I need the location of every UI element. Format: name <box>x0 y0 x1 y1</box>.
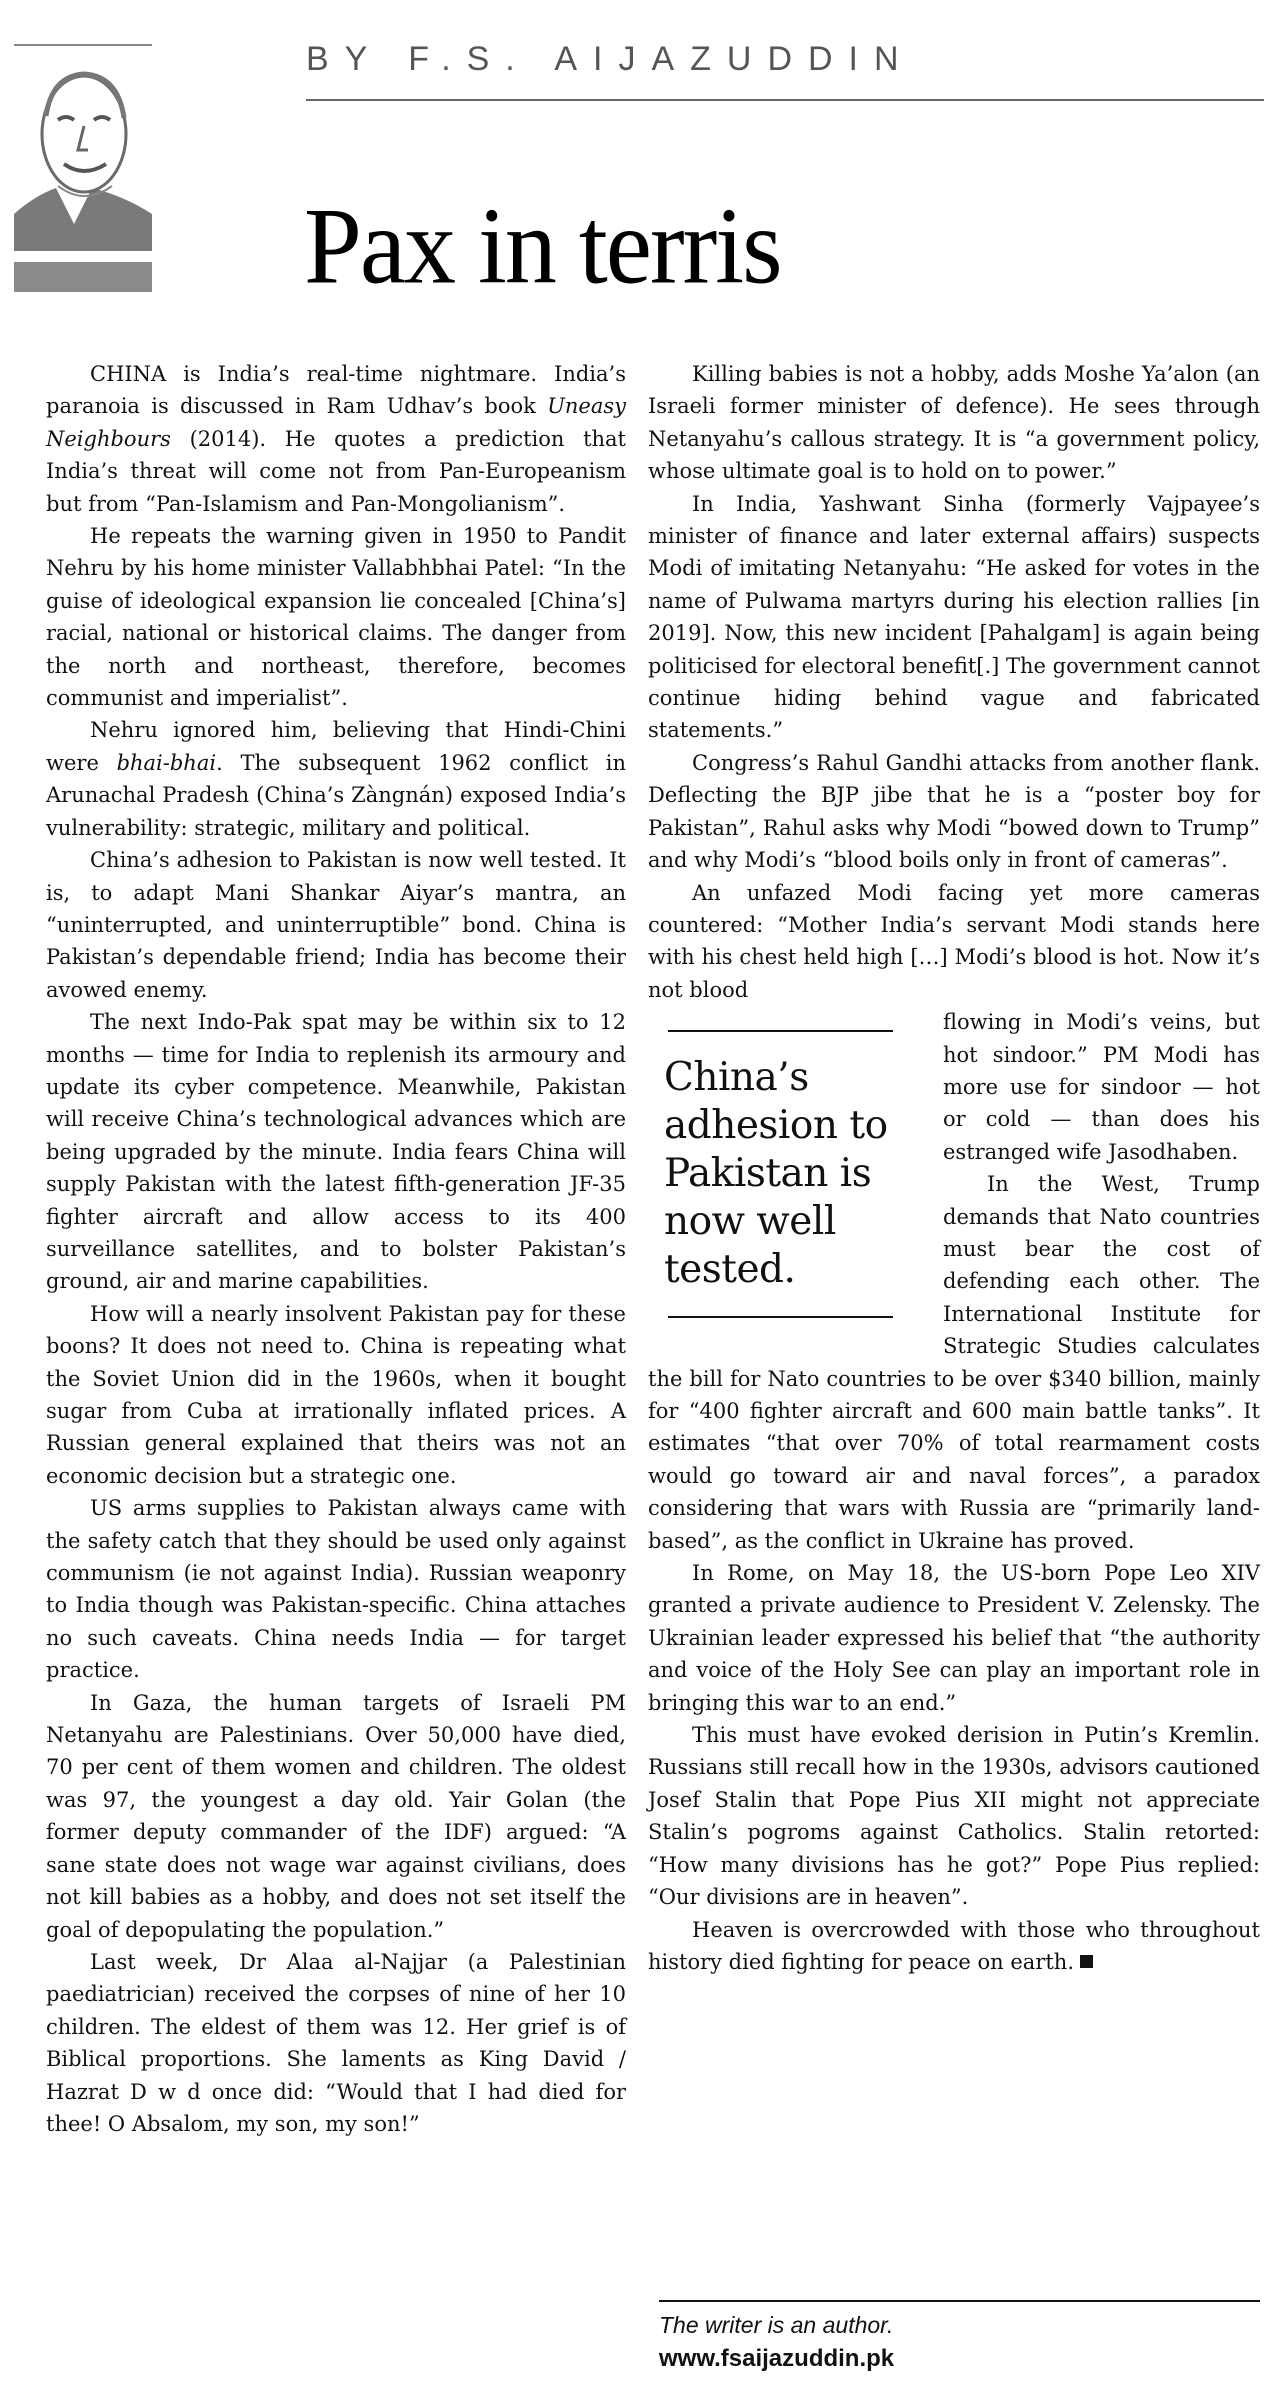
left-column <box>46 358 626 2140</box>
author-portrait-icon <box>14 46 152 251</box>
photo-caption-bar <box>14 262 152 292</box>
italic-text: Uneasy Neighbours <box>46 394 626 451</box>
paragraph-text: An unfazed Modi facing yet more cameras countered: “Mother India’s servant Modi stands here with his chest held high […] Modi’s blood is hot. Now it’s not blood <box>648 880 1260 1002</box>
paragraph-text: Nehru ignored him, believing that Hindi-Chini were <box>46 718 626 775</box>
byline-rule <box>306 99 1264 101</box>
pull-quote-bottom-rule <box>668 1316 893 1318</box>
footer-rule <box>659 2300 1260 2302</box>
paragraph <box>46 520 626 714</box>
paragraph-text: Last week, Dr Alaa al-Najjar (a Palestinian paediatrician) received the corpses of nine of her 10 children. The eldest of them was 12. Her grief is of Biblical proportions. She laments as King David / Hazrat D w d once did: “Would that I had died for thee! O Absalom, my son, my son!” <box>46 1949 626 2136</box>
author-website-link[interactable]: www.fsaijazuddin.pk <box>659 2345 895 2372</box>
paragraph-text: He repeats the warning given in 1950 to Pandit Nehru by his home minister Vallabhbhai Patel: “In the guise of ideological expansion lie concealed [China’s] racial, national or historical claims. The danger from the north and northeast, therefore, becomes communist and imperialist”. <box>46 524 626 711</box>
paragraph-text: (2014). He quotes a prediction that India’s threat will come not from Pan-Europeanism but from “Pan-Islamism and Pan-Mongolianism”. <box>46 426 626 516</box>
paragraph <box>46 1687 626 1946</box>
paragraph-text: . The subsequent 1962 conflict in Arunachal Pradesh (China’s Zàngnán) exposed India’s vulnerability: strategic, military and political. <box>46 750 627 840</box>
paragraph-text: CHINA is India’s real-time nightmare. India’s paranoia is discussed in Ram Udhav’s book <box>46 362 626 419</box>
paragraph <box>648 1557 1260 1719</box>
paragraph-text: Heaven is overcrowded with those who throughout history died fighting for peace on earth. <box>648 1917 1260 1974</box>
paragraph-text: China’s adhesion to Pakistan is now well tested. It is, to adapt Mani Shankar Aiyar’s mantra, an “uninterrupted, and uninterruptible” bond. China is Pakistan’s dependable friend; India has become their avowed enemy. <box>46 848 626 1002</box>
paragraph-text: In the West, Trump demands that Nato countries must bear the cost of defending each other. The International Institute for Strategic Studies calculates the bill for Nato countries to be over $340 billion, mainly for “400 fighter aircraft and 600 main battle tanks”. It estimates “that over 70% of total rearmament costs would go toward air and naval forces”, a paradox considering that wars with Russia are “primarily land-based”, as the conflict in Ukraine has proved. <box>648 1172 1260 1553</box>
paragraph-text: This must have evoked derision in Putin’s Kremlin. Russians still recall how in the 1930s, advisors cautioned Josef Stalin that Pope Pius XII might not appreciate Stalin’s pogroms against Catholics. Stalin retorted: “How many divisions has he got?” Pope Pius replied: “Our divisions are in heaven”. <box>648 1723 1260 1910</box>
paragraph <box>46 1946 626 2140</box>
paragraph <box>46 714 626 844</box>
paragraph <box>46 1298 626 1492</box>
paragraph <box>46 1006 626 1298</box>
paragraph-text: US arms supplies to Pakistan always came with the safety catch that they should be used only against communism (ie not against India). Russian weaponry to India though was Pakistan-specific. China attaches no such caveats. China needs India — for target practice. <box>46 1496 626 1683</box>
paragraph <box>46 358 626 520</box>
byline: BY F.S. AIJAZUDDIN <box>306 40 915 78</box>
paragraph <box>648 747 1260 877</box>
paragraph-text: Congress’s Rahul Gandhi attacks from another flank. Deflecting the BJP jibe that he is a “poster boy for Pakistan”, Rahul asks why Modi “bowed down to Trump” and why Modi’s “blood boils only in front of cameras”. <box>648 750 1260 873</box>
paragraph <box>648 1719 1260 1913</box>
paragraph-text: In Gaza, the human targets of Israeli PM Netanyahu are Palestinians. Over 50,000 have died, 70 per cent of them women and children. The oldest was 97, the youngest a day old. Yair Golan (the former deputy commander of the IDF) argued: “A sane state does not wage war against civilians, does not kill babies as a hobby, and does not set itself the goal of depopulating the population.” <box>46 1690 626 1942</box>
paragraph <box>46 844 626 1006</box>
author-photo <box>14 44 152 251</box>
paragraph-text: flowing in Modi’s veins, but hot sindoor.” PM Modi has more use for sindoor — hot or cold — than does his estranged wife Jasodhaben. <box>943 1010 1260 1164</box>
right-column <box>648 358 1260 1978</box>
paragraph <box>46 1492 626 1686</box>
author-note: The writer is an author. <box>659 2312 894 2338</box>
paragraph <box>648 358 1260 488</box>
italic-text: bhai-bhai <box>116 750 217 775</box>
headline: Pax in terris <box>304 185 781 307</box>
paragraph <box>648 488 1260 747</box>
pull-quote-text: China’s adhesion to Pakistan is now well tested. <box>664 1055 888 1293</box>
paragraph-text: How will a nearly insolvent Pakistan pay for these boons? It does not need to. China is repeating what the Soviet Union did in the 1960s, when it bought sugar from Cuba at irrationally inflated prices. A Russian general explained that theirs was not an economic decision but a strategic one. <box>46 1301 626 1488</box>
paragraph-text: In Rome, on May 18, the US-born Pope Leo XIV granted a private audience to President V. Zelensky. The Ukrainian leader expressed his belief that “the authority and voice of the Holy See can play an important role in bringing this war to an end.” <box>648 1561 1260 1715</box>
end-mark-icon <box>1080 1955 1093 1968</box>
paragraph <box>648 877 1260 1007</box>
paragraph-text: Killing babies is not a hobby, adds Moshe Ya’alon (an Israeli former minister of defence). He sees through Netanyahu’s callous strategy. It is “a government policy, whose ultimate goal is to hold on to power.” <box>648 362 1260 484</box>
pull-quote <box>638 1012 903 1338</box>
paragraph-text: In India, Yashwant Sinha (formerly Vajpayee’s minister of finance and later external affairs) suspects Modi of imitating Netanyahu: “He asked for votes in the name of Pulwama martyrs during his election rallies [in 2019]. Now, this new incident [Pahalgam] is again being politicised for electoral benefit[.] The government cannot continue hiding behind vague and fabricated statements.” <box>648 491 1260 743</box>
paragraph <box>648 1914 1260 1979</box>
paragraph-text: The next Indo-Pak spat may be within six to 12 months — time for India to replenish its armoury and update its cyber competence. Meanwhile, Pakistan will receive China’s technological advances which are being upgraded by the minute. India fears China will supply Pakistan with the latest fifth-generation JF-35 fighter aircraft and allow access to its 400 surveillance satellites, and to bolster Pakistan’s ground, air and marine capabilities. <box>46 1010 626 1294</box>
